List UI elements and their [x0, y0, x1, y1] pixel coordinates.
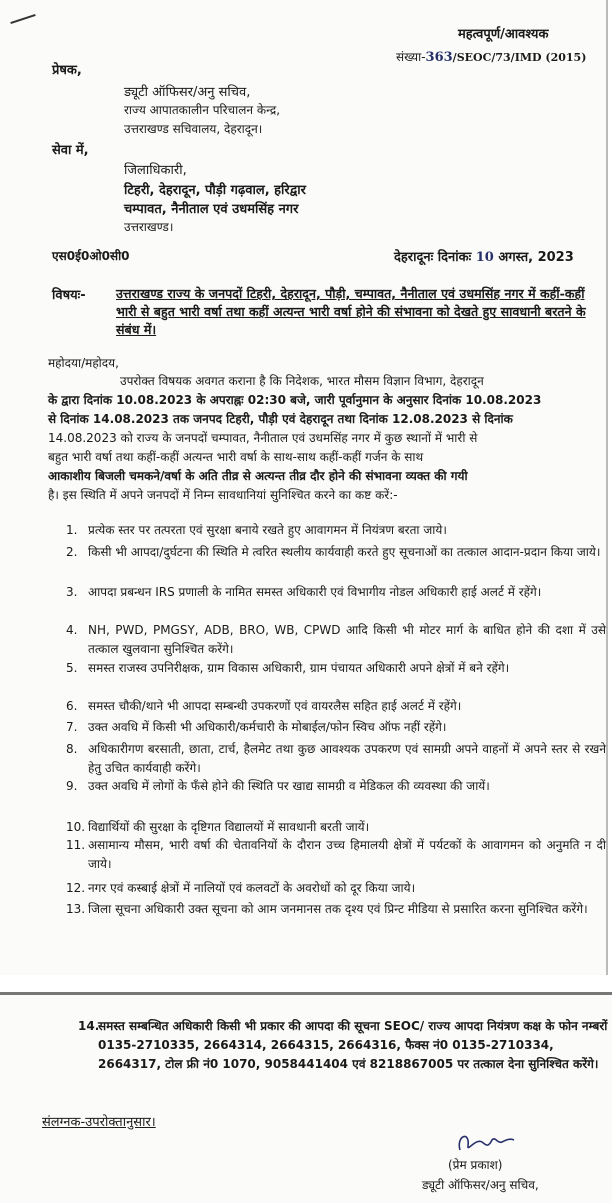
recipient-line-2: टिहरी, देहरादून, पौड़ी गढ़वाल, हरिद्वार [124, 183, 306, 198]
date-prefix: देहरादूनः दिनांकः [394, 250, 472, 265]
ref-prefix: संख्या- [396, 50, 426, 64]
list-item-number: 12. [66, 881, 86, 895]
list-item [66, 697, 606, 716]
office-code: एस0ई0ओ0सी0 [52, 249, 130, 263]
list-item-text: समस्त चौकी/थाने भी आपदा सम्बन्धी उपकरणों एवं वायरलैस सहित हाई अलर्ट में रहेंगे। [88, 699, 462, 713]
list-item [66, 521, 606, 540]
list-item-text: विद्यार्थियों की सुरक्षा के दृष्टिगत विद्यालयों में सावधानी बरती जायें। [88, 820, 370, 834]
list-item [66, 879, 606, 898]
list-item-text: समस्त राजस्व उपनिरीक्षक, ग्राम विकास अधिकारी, ग्राम पंचायत अधिकारी अपने क्षेत्रों में बने रहेंगे। [88, 661, 510, 675]
ref-suffix: /SEOC/73/IMD (2015) [452, 51, 587, 64]
list-item-number: 6. [66, 699, 78, 713]
list-item [66, 836, 606, 873]
list-item-number: 1. [66, 523, 78, 537]
letter-date [394, 247, 574, 265]
list-item-number: 5. [66, 661, 78, 675]
recipient-line-1: जिलाधिकारी, [124, 163, 187, 178]
signatory-name: (प्रेम प्रकाश) [448, 1158, 503, 1172]
enclosure-note: संलग्नक-उपरोक्तानुसार। [42, 1115, 156, 1130]
body-line-5: बहुत भारी वर्षा तथा कहीं-कहीं अत्यन्त भारी वर्षा के साथ-साथ कहीं-कहीं गर्जन के साथ [48, 450, 424, 464]
list-item [66, 543, 606, 562]
list-item-number: 7. [66, 720, 78, 734]
list-item-number: 10. [66, 820, 86, 834]
recipient-label: सेवा में, [52, 143, 89, 158]
list-item-text: NH, PWD, PMGSY, ADB, BRO, WB, CPWD आदि किसी भी मोटर मार्ग के बाधित होने की दशा में उसे तत्काल खुलवाना सुनिश्चित करेंगे। [88, 623, 606, 656]
sender-line-1: ड्यूटी ऑफिसर/अनु सचिव, [124, 85, 251, 100]
reference-number [396, 48, 586, 65]
list-item-14 [78, 1017, 612, 1074]
list-item [66, 621, 606, 658]
list-item-text: नगर एवं कस्बाई क्षेत्रों में नालियों एवं कलवटों के अवरोधों को दूर किया जाये। [88, 881, 416, 895]
list-item-number: 8. [66, 742, 78, 756]
list-item [66, 583, 606, 602]
subject-text: उत्तराखण्ड राज्य के जनपदों टिहरी, देहरादून, पौड़ी, चम्पावत, नैनीताल एवं उधमसिंह नगर में कहीं-कहीं भारी से बहुत भारी वर्षा तथा कहीं अत्यन्त भारी वर्षा होने की संभावना को देखते हुए सावधानी बरतने के संबंध में। [116, 286, 586, 337]
sender-line-2: राज्य आपातकालीन परिचालन केन्द्र, [124, 103, 281, 117]
list-item-text: अधिकारीगण बरसाती, छाता, टार्च, हैलमेट तथा कुछ आवश्यक उपकरण एवं सामग्री अपने वाहनों में अपने स्तर से रखने हेतु उचित कार्यवाही करेंगे। [88, 742, 606, 775]
list-item-number: 13. [66, 902, 86, 916]
list-item-text: किसी भी आपदा/दुर्घटना की स्थिति मे त्वरित स्थलीय कार्यवाही करते हुए सूचनाओं का तत्काल आदान-प्रदान किया जाये। [88, 545, 601, 559]
body-line-4: 14.08.2023 को राज्य के जनपदों चम्पावत, नैनीताल एवं उधमसिंह नगर में कुछ स्थानों में भारी से [48, 431, 478, 445]
list-item-text: समस्त सम्बन्धित अधिकारी किसी भी प्रकार की आपदा की सूचना SEOC/ राज्य आपदा नियंत्रण कक्ष के फोन नम्बरों 0135-2710335, 2664314, 2664315, 2664316, फैक्स नं0 0135-2710334, 2664317, टोल फ्री नं0 1070, 9058441404 एवं 8218867005 पर तत्काल देना सुनिश्चित करेंगे। [98, 1019, 608, 1071]
classification-label: महत्वपूर्ण/आवश्यक [458, 27, 549, 42]
list-item-text: उक्त अवधि में लोगों के फँसे होने की स्थिति पर खाद्य सामग्री व मेडिकल की व्यवस्था की जायें। [88, 779, 490, 793]
list-item-text: उक्त अवधि में किसी भी अधिकारी/कर्मचारी के मोबाईल/फोन स्विच ऑफ नहीं रहेंगे। [88, 720, 447, 734]
list-item [66, 740, 606, 777]
recipient-line-3: चम्पावत, नैनीताल एवं उधमसिंह नगर [124, 202, 299, 217]
signature-mark [452, 1128, 522, 1158]
list-item-number: 2. [66, 545, 78, 559]
ref-handwritten-number: 363 [425, 50, 453, 65]
list-item [66, 777, 606, 796]
subject-label: विषयः- [52, 288, 86, 303]
list-item-text: जिला सूचना अधिकारी उक्त सूचना को आम जनमानस तक दृश्य एवं प्रिन्ट मीडिया से प्रसारित करना सुनिश्चित करेंगे। [88, 902, 588, 916]
date-rest: अगस्त, 2023 [498, 250, 574, 265]
sender-line-3: उत्तराखण्ड सचिवालय, देहरादून। [124, 122, 263, 136]
signatory-designation: ड्यूटी ऑफिसर/अनु सचिव, [422, 1178, 539, 1192]
list-item-text: आपदा प्रबन्धन IRS प्रणाली के नामित समस्त अधिकारी एवं विभागीय नोडल अधिकारी हाई अलर्ट में रहेंगे। [88, 585, 542, 599]
list-item-number: 11. [66, 838, 86, 852]
body-line-2: के द्वारा दिनांक 10.08.2023 के अपराह्नः 02:30 बजे, जारी पूर्वानुमान के अनुसार दिनांक 10.08.2023 [48, 393, 542, 407]
list-item [66, 900, 606, 919]
body-line-1: उपरोक्त विषयक अवगत कराना है कि निदेशक, भारत मौसम विज्ञान विभाग, देहरादून [120, 374, 484, 388]
list-item-number: 4. [66, 623, 78, 637]
pen-mark [10, 14, 35, 24]
list-item [66, 718, 606, 737]
body-line-6: आकाशीय बिजली चमकने/वर्षा के अति तीव्र से अत्यन्त तीव्र दौर होने की संभावना व्यक्त की गयी [48, 469, 468, 483]
body-line-7: है। इस स्थिति में अपने जनपदों में निम्न सावधानियां सुनिश्चित करने का कष्ट करें:- [48, 488, 398, 502]
salutation: महोदया/महोदय, [48, 356, 119, 370]
body-line-3: से दिनांक 14.08.2023 तक जनपद टिहरी, पौड़ी एवं देहरादून तथा दिनांक 12.08.2023 से दिनांक [48, 412, 513, 426]
sender-label: प्रेषक, [52, 63, 82, 78]
recipient-line-4: उत्तराखण्ड। [124, 220, 174, 234]
list-item-text: प्रत्येक स्तर पर तत्परता एवं सुरक्षा बनाये रखते हुए आवागमन में नियंत्रण बरता जाये। [88, 523, 447, 537]
list-item [66, 818, 606, 837]
list-item-number: 3. [66, 585, 78, 599]
list-item [66, 659, 606, 678]
list-item-number: 14. [78, 1019, 100, 1033]
list-item-text: असामान्य मौसम, भारी वर्षा की चेतावनियों के दौरान उच्च हिमालयी क्षेत्रों में पर्यटकों के आवागमन को अनुमति न दी जाये। [88, 838, 606, 871]
list-item-number: 9. [66, 779, 78, 793]
date-handwritten-day: 10 [475, 250, 494, 265]
